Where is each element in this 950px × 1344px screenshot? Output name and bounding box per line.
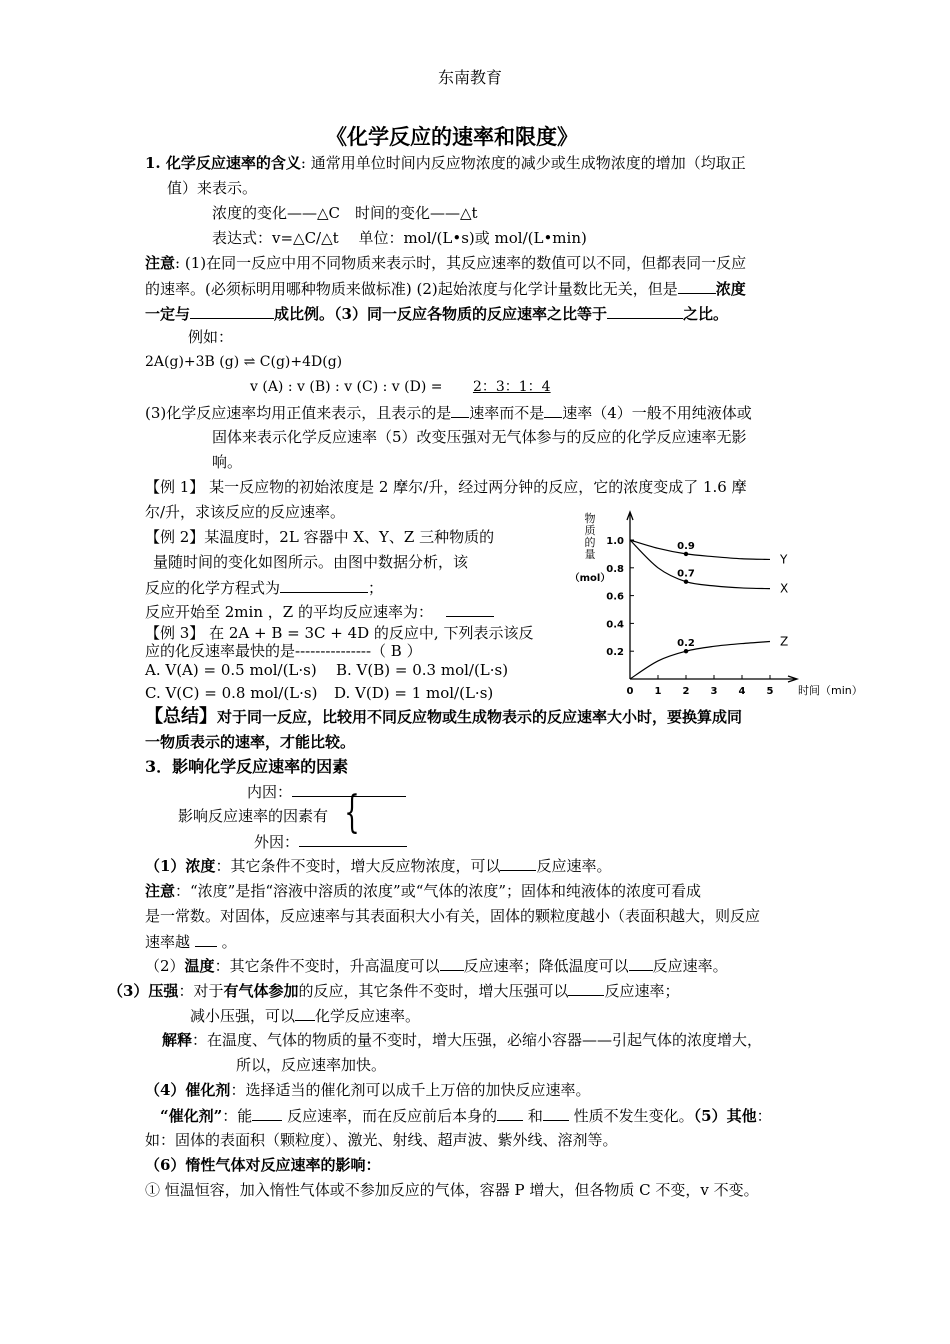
- x-tick-label: 2: [682, 686, 690, 697]
- x-axis-label: 时间（min）: [798, 684, 863, 697]
- fill-blank[interactable]: [500, 855, 536, 871]
- note-2-line-1: [145, 881, 701, 901]
- example-3-line-2: 应的化反速率最快的是---------------（ B ）: [145, 642, 422, 660]
- explanation-text: ：在温度、气体的物质的量不变时，增大压强，必缩小容器——引起气体的浓度增大，: [192, 1031, 763, 1049]
- section-1-line-1: [145, 153, 746, 173]
- chart: [570, 508, 870, 698]
- factor-text: 反应速率。: [652, 957, 728, 975]
- data-label-x: 0.7: [677, 568, 695, 580]
- note-text: 成比例。（3）同一反应各物质的反应速率之比等于: [274, 305, 607, 323]
- point-3-line-2: 固体来表示化学反应速率（5）改变压强对无气体参与的反应的化学反应速率无影: [212, 428, 747, 446]
- factor-1-line: [145, 855, 611, 876]
- definition-line-1: 浓度的变化——△C 时间的变化——△t: [212, 204, 478, 222]
- point-text: 速率（4）一般不用纯液体或: [562, 404, 752, 422]
- series-name-x: X: [780, 581, 789, 596]
- x-tick-label: 0: [626, 686, 634, 697]
- y-tick-label: 1.0: [606, 536, 624, 547]
- summary-label: 【总结】: [145, 706, 217, 727]
- fill-blank[interactable]: [280, 577, 368, 593]
- fill-blank[interactable]: [543, 1105, 569, 1121]
- option-a: A. V(A) = 0.5 mol/(L·s): [145, 661, 317, 679]
- x-tick-label: 4: [738, 686, 746, 697]
- factor-text: 减小压强，可以: [190, 1007, 296, 1025]
- example-3-line-1: 【例 3】 在 2A + B = 3C + 4D 的反应中, 下列表示该反: [145, 624, 534, 642]
- example-text: 反应开始至 2min ，Z 的平均反应速率为：: [145, 603, 433, 621]
- note-text: ：“浓度”是指“溶液中溶质的浓度”或“气体的浓度”；固体和纯液体的浓度可看成: [175, 882, 702, 900]
- y-axis-label-char: 质: [584, 524, 596, 537]
- factor-text: ：其它条件不变时，升高温度可以: [214, 957, 440, 975]
- example-2-line-2: 量随时间的变化如图所示。由图中数据分析，该: [153, 553, 469, 571]
- factor-text: （2）: [145, 957, 185, 975]
- data-point-z: [684, 649, 688, 653]
- series-line-z: [630, 641, 770, 679]
- series-line-x: [630, 540, 770, 589]
- factor-text: 反应速率。: [536, 857, 612, 875]
- factor-5-line: 如：固体的表面积（颗粒度）、激光、射线、超声波、紫外线、溶剂等。: [145, 1131, 618, 1149]
- series-name-y: Y: [780, 552, 788, 567]
- example-1-line-2: 尔/升，求该反应的反应速率。: [145, 503, 346, 521]
- factor-2-line: [145, 955, 728, 976]
- external-factor: [254, 831, 407, 852]
- y-tick-label: 0.4: [606, 619, 624, 631]
- x-tick-label: 5: [766, 686, 774, 697]
- fill-blank[interactable]: [678, 278, 716, 294]
- x-tick-label: 3: [710, 686, 718, 697]
- point-3-line-3: 响。: [212, 453, 243, 471]
- factor-text: 反应速率；: [604, 982, 680, 1000]
- y-axis-unit: （mol）: [570, 573, 611, 584]
- point-3-line-1: [145, 402, 752, 423]
- series-line-y: [630, 540, 770, 559]
- example-text: 反应的化学方程式为: [145, 579, 281, 597]
- note-2-line-3: [145, 931, 237, 952]
- factor-text: 反应速率；降低温度可以: [463, 957, 629, 975]
- data-point-y: [684, 552, 688, 556]
- fill-blank[interactable]: [629, 955, 653, 971]
- y-tick-label: 0.6: [606, 591, 624, 603]
- note-label: 注意: [145, 254, 176, 272]
- factor-2-label: 温度: [184, 957, 215, 975]
- rate-ratio-label: v (A) : v (B) : v (C) : v (D) =: [250, 379, 443, 395]
- factor-6-heading: （6）惰性气体对反应速率的影响：: [145, 1156, 381, 1174]
- note-1-line-2: [145, 278, 746, 299]
- fill-blank[interactable]: [252, 1105, 282, 1121]
- fill-blank[interactable]: [295, 1005, 315, 1021]
- page-title: 《化学反应的速率和限度》: [326, 124, 578, 149]
- factor-1-label: （1）浓度: [145, 857, 216, 875]
- catalyst-text: 性质不发生变化。: [573, 1107, 694, 1125]
- factor-4-line: [145, 1080, 590, 1100]
- brace-icon: {: [344, 787, 360, 838]
- factor-5-label: （5）其他: [693, 1107, 757, 1125]
- catalyst-label: “催化剂”: [160, 1107, 223, 1125]
- fill-blank[interactable]: [607, 303, 683, 319]
- factor-label: 外因：: [254, 833, 300, 851]
- example-2-line-1: 【例 2】某温度时，2L 容器中 X、Y、Z 三种物质的: [145, 528, 495, 546]
- x-tick-label: 1: [654, 686, 662, 697]
- example-2-line-4: [145, 601, 494, 622]
- factor-3-label: （3）压强: [108, 982, 179, 1000]
- definition-line-2: 表达式：v=△C/△t 单位：mol/(L•s)或 mol/(L•min): [212, 229, 587, 247]
- section-1-text: : 通常用单位时间内反应物浓度的减少或生成物浓度的增加（均取正: [300, 154, 746, 172]
- point-text: (3)化学反应速率均用正值来表示，且表示的是: [145, 404, 452, 422]
- note-text: 的速率。(必须标明用哪种物质来做标准) (2)起始浓度与化学计量数比无关，但是: [145, 280, 678, 298]
- example-1-line-1: 【例 1】 某一反应物的初始浓度是 2 摩尔/升，经过两分钟的反应，它的浓度变成了 1.6 摩: [145, 478, 747, 496]
- fill-blank[interactable]: [195, 931, 217, 947]
- example-text: ；: [368, 579, 384, 597]
- y-tick-label: 0.8: [606, 563, 624, 575]
- reaction-equation: 2A(g)+3B (g) ⇌ C(g)+4D(g): [145, 354, 343, 370]
- y-axis-label-char: 物: [584, 512, 596, 525]
- catalyst-text: 和: [527, 1107, 543, 1125]
- fill-blank[interactable]: [440, 955, 464, 971]
- factor-text: ：其它条件不变时，增大反应物浓度，可以: [215, 857, 501, 875]
- factor-bold-text: 有气体参加: [223, 982, 299, 1000]
- note-text: : (1)在同一反应中用不同物质来表示时，其反应速率的数值可以不同，但都表同一反应: [175, 254, 747, 272]
- factor-4-label: （4）催化剂: [145, 1081, 231, 1099]
- note-bold-text: 浓度: [715, 280, 746, 298]
- page-header: 东南教育: [438, 68, 503, 87]
- series-name-z: Z: [780, 634, 789, 649]
- catalyst-text: 反应速率，而在反应前后本身的: [287, 1107, 498, 1125]
- y-axis-label-char: 的: [584, 536, 596, 549]
- factor-label: 内因：: [247, 783, 293, 801]
- note-label: 注意: [145, 882, 176, 900]
- summary-text: 对于同一反应，比较用不同反应物或生成物表示的反应速率大小时，要换算成同: [217, 708, 743, 726]
- catalyst-line: [160, 1105, 772, 1126]
- fill-blank[interactable]: [568, 980, 604, 996]
- data-label-y: 0.9: [677, 540, 695, 552]
- catalyst-text: ：: [756, 1107, 772, 1125]
- example-label: 例如：: [188, 328, 234, 346]
- factor-text: ：对于: [178, 982, 224, 1000]
- factor-3-line-2: [190, 1005, 420, 1026]
- note-text: 。: [221, 933, 237, 951]
- option-d: D. V(D) = 1 mol/(L·s): [334, 684, 494, 702]
- data-label-z: 0.2: [677, 638, 695, 650]
- summary-line-1: [145, 707, 742, 727]
- note-text: 之比。: [682, 305, 728, 323]
- example-2-line-3: [145, 577, 383, 598]
- section-1-line-2: 值）来表示。: [167, 179, 258, 197]
- fill-blank[interactable]: [451, 402, 469, 418]
- note-text: 一定与: [145, 305, 191, 323]
- y-tick-label: 0.2: [606, 647, 624, 659]
- internal-factor: [247, 781, 406, 802]
- explanation-label: 解释: [162, 1031, 193, 1049]
- fill-blank[interactable]: [299, 831, 407, 847]
- factor-text: ：选择适当的催化剂可以成千上万倍的加快反应速率。: [230, 1081, 591, 1099]
- factor-text: 的反应，其它条件不变时，增大压强可以: [298, 982, 569, 1000]
- explanation-line-2: 所以，反应速率加快。: [236, 1056, 387, 1074]
- fill-blank[interactable]: [497, 1105, 523, 1121]
- explanation-line-1: [162, 1030, 762, 1050]
- option-b: B. V(B) = 0.3 mol/(L·s): [336, 661, 509, 679]
- section-1-label: 1. 化学反应速率的含义: [145, 154, 301, 172]
- data-point-x: [684, 580, 688, 584]
- y-axis-label-char: 量: [584, 548, 596, 561]
- note-2-line-2: 是一常数。对固体，反应速率与其表面积大小有关，固体的颗粒度越小（表面积越大，则反应: [145, 907, 761, 925]
- fill-blank[interactable]: [544, 402, 562, 418]
- summary-line-2: 一物质表示的速率，才能比较。: [145, 733, 356, 751]
- factors-label: 影响反应速率的因素有: [178, 807, 329, 825]
- fill-blank[interactable]: [446, 601, 494, 617]
- option-c: C. V(C) = 0.8 mol/(L·s): [145, 684, 318, 702]
- note-text: 速率越: [145, 933, 191, 951]
- note-1-line-3: [145, 303, 728, 324]
- section-3-heading: 3．影响化学反应速率的因素: [145, 757, 349, 776]
- note-1-line-1: [145, 253, 746, 273]
- rate-ratio: [250, 377, 557, 397]
- factor-3-line-1: [108, 980, 680, 1001]
- point-text: 速率而不是: [469, 404, 545, 422]
- fill-blank[interactable]: [190, 303, 274, 319]
- rate-ratio-value: 2：3：1：4: [472, 379, 551, 395]
- factor-6-text: ① 恒温恒容，加入惰性气体或不参加反应的气体，容器 P 增大，但各物质 C 不变，v 不变。: [145, 1181, 759, 1199]
- factor-text: 化学反应速率。: [315, 1007, 421, 1025]
- catalyst-text: ：能: [222, 1107, 253, 1125]
